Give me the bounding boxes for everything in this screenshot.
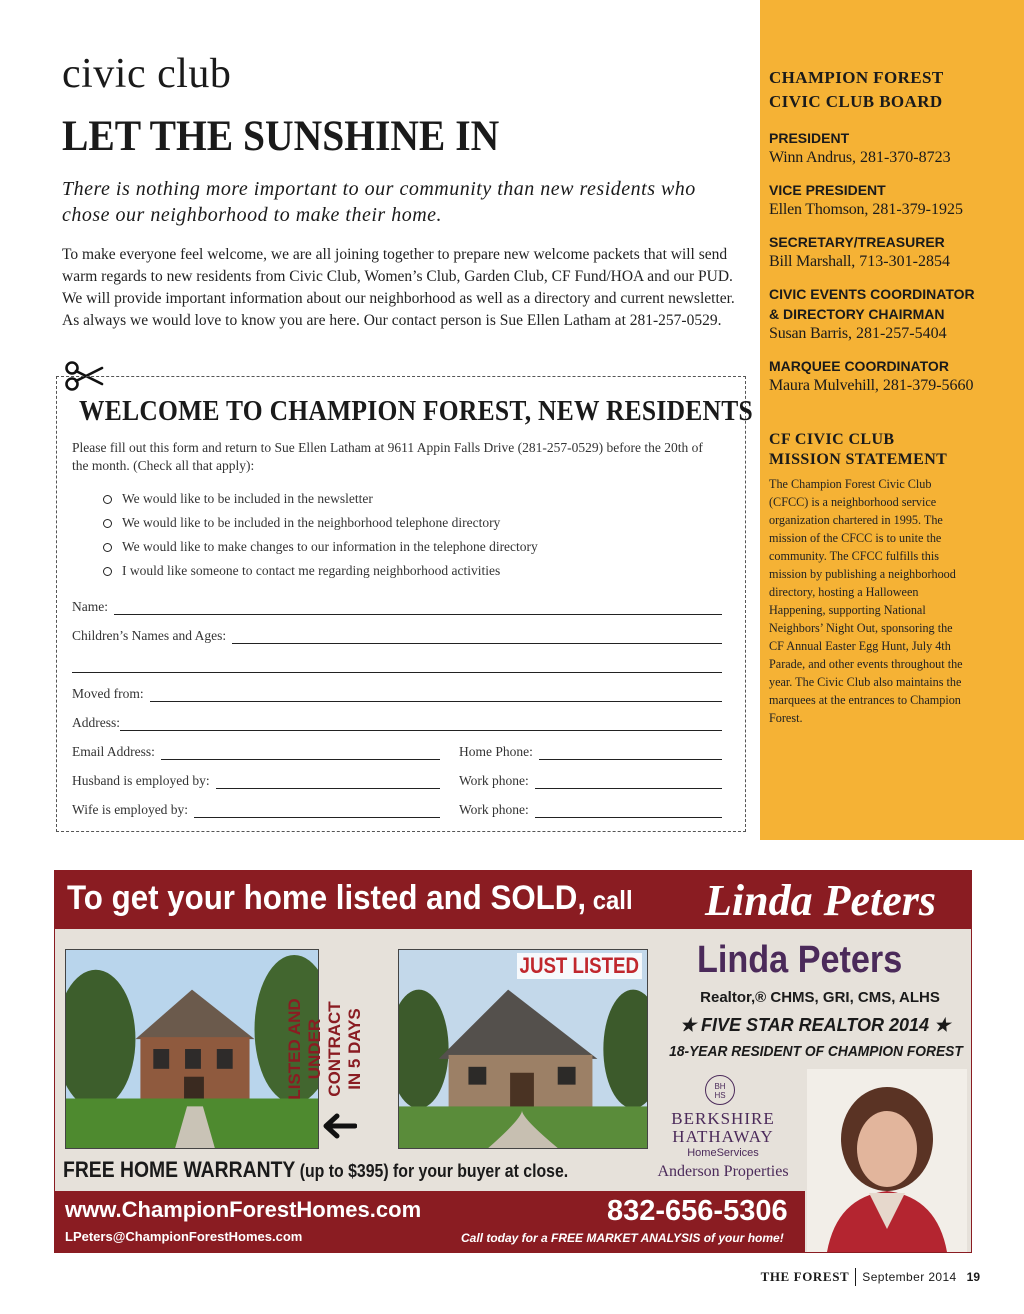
person-events-coordinator bbox=[769, 324, 1016, 344]
listed-under-contract-text: LISTED AND UNDER CONTRACT IN 5 DAYS bbox=[285, 998, 364, 1100]
email-input-line[interactable] bbox=[161, 746, 440, 760]
name-input-line[interactable] bbox=[114, 601, 722, 615]
moved-from-label: Moved from: bbox=[72, 686, 144, 701]
children-extra-input-line[interactable] bbox=[72, 659, 722, 673]
page-footer bbox=[761, 1268, 980, 1286]
new-resident-form bbox=[56, 376, 753, 832]
phone-number: 832-656-5306 bbox=[607, 1195, 788, 1227]
mission-title-line-1: CF CIVIC CLUB bbox=[769, 431, 895, 448]
person-vice-president bbox=[769, 200, 1016, 220]
name-field[interactable] bbox=[72, 595, 722, 615]
form-instructions: Please fill out this form and return to Sue Ellen Latham at 9611 Appin Falls Drive (281-257-0529) before the 20th of the month. (Check all that apply): bbox=[72, 440, 703, 473]
agent-credentials: Realtor,® CHMS, GRI, CMS, ALHS bbox=[700, 989, 940, 1006]
realtor-advertisement bbox=[54, 870, 972, 1253]
email-label: Email Address: bbox=[72, 744, 155, 759]
checkbox-circle-icon[interactable] bbox=[103, 567, 112, 576]
moved-from-input-line[interactable] bbox=[150, 688, 722, 702]
role-directory-chairman: & DIRECTORY CHAIRMAN bbox=[769, 306, 945, 322]
deck: There is nothing more important to our community than new residents who chose our neighborhood to make their home. bbox=[62, 178, 696, 226]
work-phone-1-field[interactable] bbox=[459, 769, 722, 789]
person-secretary-treasurer bbox=[769, 252, 1016, 272]
berkshire-hathaway-logo-icon bbox=[705, 1075, 735, 1105]
person-marquee-coordinator bbox=[769, 376, 1016, 396]
magazine-name: THE FOREST bbox=[760, 1269, 850, 1284]
issue-date: September 2014 bbox=[862, 1270, 957, 1284]
role-marquee-coordinator: MARQUEE COORDINATOR bbox=[769, 358, 949, 374]
role-events-coordinator: CIVIC EVENTS COORDINATOR bbox=[769, 286, 975, 302]
person-phone: , 281-257-5404 bbox=[847, 325, 947, 342]
banner-call-text: call bbox=[586, 885, 633, 915]
banner-main-text: To get your home listed and SOLD, bbox=[67, 879, 587, 917]
person-phone: , 281-379-5660 bbox=[874, 377, 974, 394]
logo-letters: BH HS bbox=[714, 1082, 726, 1100]
home-phone-field[interactable] bbox=[459, 740, 722, 760]
name-label: Name: bbox=[72, 599, 108, 614]
checkbox-circle-icon[interactable] bbox=[103, 519, 112, 528]
headline: LET THE SUNSHINE IN bbox=[62, 113, 500, 160]
home-phone-input-line[interactable] bbox=[539, 746, 722, 760]
ad-top-banner bbox=[55, 871, 972, 929]
email-link[interactable]: LPeters@ChampionForestHomes.com bbox=[65, 1229, 303, 1244]
civic-club-board-sidebar bbox=[760, 0, 1024, 840]
mission-statement-text: The Champion Forest Civic Club (CFCC) is a neighborhood service organization chartered in 1995. The mission of the CFCC is to unite the community. The CFCC fulfills this mission by publishing a neighborhood directory, hosting a Halloween Happening, supporting National Neighbors’ Night Out, sponsoring the CF Annual Easter Egg Hunt, July 4th Parade, and other events throughout the year. The Civic Club also maintains the marquees at the entrances to Champion Forest. bbox=[769, 477, 963, 725]
five-star-realtor: ★ FIVE STAR REALTOR 2014 ★ bbox=[679, 1015, 951, 1035]
home-phone-label: Home Phone: bbox=[459, 744, 533, 759]
children-field[interactable] bbox=[72, 624, 722, 644]
ad-bottom-banner bbox=[55, 1191, 805, 1253]
work-phone-1-label: Work phone: bbox=[459, 773, 529, 788]
agent-name: Linda Peters bbox=[697, 939, 903, 981]
option-label: We would like to make changes to our information in the telephone directory bbox=[122, 539, 538, 554]
checkbox-circle-icon[interactable] bbox=[103, 495, 112, 504]
website-link[interactable]: www.ChampionForestHomes.com bbox=[65, 1197, 422, 1222]
footer-divider bbox=[855, 1268, 856, 1286]
warranty-bold: FREE HOME WARRANTY bbox=[63, 1157, 296, 1182]
husband-employer-label: Husband is employed by: bbox=[72, 773, 210, 788]
free-home-warranty bbox=[63, 1157, 568, 1183]
children-extra-field[interactable] bbox=[72, 653, 722, 673]
brokerage-name-2: HATHAWAY bbox=[672, 1127, 774, 1146]
house-photo-2 bbox=[398, 949, 648, 1149]
person-president bbox=[769, 148, 1016, 168]
banner-signature: Linda Peters bbox=[705, 876, 936, 925]
wife-employer-input-line[interactable] bbox=[194, 804, 440, 818]
person-phone: , 713-301-2854 bbox=[851, 253, 950, 270]
role-secretary-treasurer: SECRETARY/TREASURER bbox=[769, 234, 945, 250]
person-name: Bill Marshall bbox=[769, 253, 852, 270]
email-field[interactable] bbox=[72, 740, 440, 760]
option-change-directory-info[interactable] bbox=[103, 535, 538, 559]
husband-employer-input-line[interactable] bbox=[216, 775, 440, 789]
option-contact-me[interactable] bbox=[103, 559, 538, 583]
address-field[interactable] bbox=[72, 711, 722, 731]
resident-tagline: 18-YEAR RESIDENT OF CHAMPION FOREST bbox=[669, 1043, 963, 1060]
husband-employer-field[interactable] bbox=[72, 769, 440, 789]
work-phone-2-field[interactable] bbox=[459, 798, 722, 818]
person-name: Ellen Thomson bbox=[769, 201, 865, 218]
address-input-line[interactable] bbox=[120, 717, 722, 731]
person-phone: , 281-379-1925 bbox=[864, 201, 963, 218]
house-photo-1 bbox=[65, 949, 319, 1149]
children-label: Children’s Names and Ages: bbox=[72, 628, 227, 643]
warranty-rest: (up to $395) for your buyer at close. bbox=[295, 1161, 569, 1181]
person-name: Susan Barris bbox=[769, 325, 848, 342]
checkbox-circle-icon[interactable] bbox=[103, 543, 112, 552]
board-title-line-2: CIVIC CLUB BOARD bbox=[769, 92, 943, 111]
option-label: We would like to be included in the newsletter bbox=[122, 491, 373, 506]
option-list bbox=[103, 487, 538, 583]
work-phone-2-label: Work phone: bbox=[459, 802, 529, 817]
agent-portrait bbox=[807, 1069, 967, 1252]
ad-banner-headline bbox=[67, 879, 633, 918]
person-name: Winn Andrus bbox=[769, 149, 852, 166]
board-title-line-1: CHAMPION FOREST bbox=[769, 68, 944, 87]
role-president: PRESIDENT bbox=[769, 130, 850, 146]
option-newsletter[interactable] bbox=[103, 487, 538, 511]
body-text: To make everyone feel welcome, we are all joining together to prepare new welcome packets that will send warm regards to new residents from Civic Club, Women’s Club, Garden Club, CF Fund/HOA and our PUD. We will provide important information about our neighborhood as well as a directory and current newsletter. As always we would love to know you are here. Our contact person is Sue Ellen Latham at 281-257-0529. bbox=[62, 246, 735, 329]
call-today-text: Call today for a FREE MARKET ANALYSIS of your home! bbox=[461, 1231, 784, 1245]
just-listed-badge: JUST LISTED bbox=[517, 953, 642, 979]
option-label: I would like someone to contact me regarding neighborhood activities bbox=[122, 563, 501, 578]
wife-employer-field[interactable] bbox=[72, 798, 440, 818]
moved-from-field[interactable] bbox=[72, 682, 722, 702]
option-telephone-directory[interactable] bbox=[103, 511, 538, 535]
brokerage-name-3: HomeServices bbox=[687, 1147, 759, 1159]
address-label: Address: bbox=[72, 715, 120, 730]
brokerage-name-4: Anderson Properties bbox=[657, 1163, 789, 1180]
brokerage-name-1: BERKSHIRE bbox=[671, 1109, 775, 1128]
work-phone-1-input-line[interactable] bbox=[535, 775, 722, 789]
arrow-left-icon bbox=[321, 1111, 357, 1141]
form-title: WELCOME TO CHAMPION FOREST, NEW RESIDENTS bbox=[79, 395, 753, 427]
person-name: Maura Mulvehill bbox=[769, 377, 875, 394]
role-vice-president: VICE PRESIDENT bbox=[769, 182, 886, 198]
page-number: 19 bbox=[966, 1270, 980, 1284]
work-phone-2-input-line[interactable] bbox=[535, 804, 722, 818]
person-phone: , 281-370-8723 bbox=[851, 149, 951, 166]
mission-title-line-2: MISSION STATEMENT bbox=[769, 451, 948, 468]
wife-employer-label: Wife is employed by: bbox=[72, 802, 189, 817]
section-label: civic club bbox=[62, 51, 232, 97]
children-input-line[interactable] bbox=[232, 630, 722, 644]
option-label: We would like to be included in the neighborhood telephone directory bbox=[122, 515, 501, 530]
